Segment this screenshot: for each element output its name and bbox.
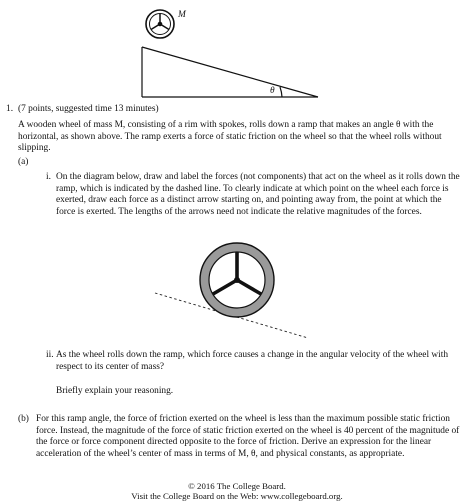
question-number: 1. [6,104,14,114]
part-b-label: (b) [18,414,29,424]
question-intro: A wooden wheel of mass M, consisting of a rim with spokes, rolls down a ramp that makes an angle θ with the horizontal, as shown above. The ramp exerts a force of static friction on the wheel so that the wheel rolls without slipping. [18,120,442,154]
part-a-ii-text: As the wheel rolls down the ramp, which force causes a change in the angular velocity of the wheel with respect to its center of mass? [56,350,449,372]
mass-label: M [178,10,186,20]
ramp [142,47,318,97]
part-a-ii-label: ii. [46,350,54,360]
footer-visit: Visit the College Board on the Web: www.collegeboard.org. [131,491,343,501]
wheel [200,243,274,317]
ramp-figure [0,0,474,110]
wheel-top [146,10,174,38]
ramp-dashed-line [155,293,308,338]
part-a-ii-prompt: Briefly explain your reasoning. [56,386,174,396]
part-a-i-text: On the diagram below, draw and label the forces (not components) that act on the wheel as it rolls down the ramp, which is indicated by the dashed line. To clearly indicate at which point on the wheel each force is exerted, draw each force as a distinct arrow starting on, and pointing away from, the point at which the force is exerted. The lengths of the arrows need not indicate the relative magnitudes of the forces. [56,172,460,217]
question-points: (7 points, suggested time 13 minutes) [18,104,159,114]
part-b-text: For this ramp angle, the force of friction exerted on the wheel is less than the maximum possible static friction force. Instead, the magnitude of the force of static friction exerted on the wheel is 40 percent of the magnitude of the force or force component directed opposite to the force of friction. Derive an expression for the linear acceleration of the wheel’s center of mass in terms of M, θ, and physical constants, as appropriate. [36,414,460,459]
part-a-i-label: i. [46,172,51,182]
footer-copyright: © 2016 The College Board. [188,481,286,491]
angle-label: θ [270,86,275,96]
part-a-label: (a) [18,157,29,167]
